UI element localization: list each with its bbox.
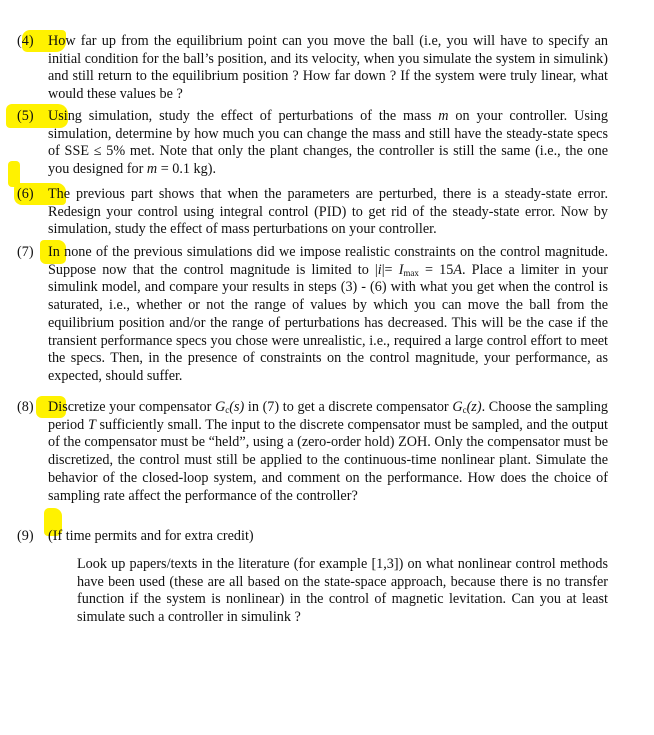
math-arg-s: (s) (229, 399, 245, 415)
item-number: (9) (17, 528, 34, 544)
item-text-part: Discretize your compensator (48, 399, 215, 415)
abs-bar: | (374, 261, 378, 278)
list-item-9 (17, 528, 608, 546)
math-var-m: m (146, 161, 158, 178)
item-text-part: In none of the previous simulations did we impose realistic constraints on the control magnitude. Suppose now that the control magnitude is limited to (48, 244, 608, 278)
closing-paragraph: Look up papers/texts in the literature (for example [1,3]) on what nonlinear control methods have been used (these are all based on the state-space approach, because there is no transfer function if the system is nonlinear) in the control of magnetic levitation. Can you at least simulate such a controller in simulink ? (77, 556, 608, 626)
math-var-m: m (438, 108, 449, 124)
math-var-G: G (214, 399, 226, 415)
subscript-max: max (403, 267, 419, 278)
item-text-part: Using simulation, study the effect of perturbations of the mass (48, 108, 439, 124)
unit-A: A (453, 261, 463, 278)
math-var-T: T (87, 416, 96, 433)
item-number: (7) (17, 244, 34, 260)
current-limit-expression (375, 262, 462, 278)
subscript-c: c (462, 405, 467, 415)
item-text-part: in (7) to get a discrete compensator (244, 399, 453, 415)
math-var-G: G (452, 399, 463, 415)
list-item-7 (17, 244, 609, 386)
list-item-8 (17, 399, 608, 505)
limit-value: = 15 (418, 261, 454, 278)
item-text: The previous part shows that when the parameters are perturbed, there is a steady-state error. Redesign your control using integral control (PID) to get rid of the steady-state error. Now by simulation, study the effect of mass perturbations on your controller. (48, 186, 608, 238)
abs-equals: |= (381, 261, 399, 278)
item-text-part: on your controller. Using simulation, determine by how much you can change the mass and still have the steady-state specs of SSE ≤ 5% met. Note that only the plant changes, the controller is still the same (i.e., the one you designed for (48, 108, 608, 178)
item-number: (5) (17, 108, 34, 124)
mass-value: = 0.1 kg). (157, 161, 216, 178)
subscript-c: c (225, 405, 230, 415)
item-text-part: sufficiently small. The input to the discrete compensator must be sampled, and the output of the compensator must be “held”, using a (zero-order hold) ZOH. Only the compensator must be discretized, the control must still be applied to the continuous-time nonlinear plant. Simulate the behavior of the closed-loop system, and comment on the performance. How does the choice of sampling rate affect the performance of the controller? (48, 416, 608, 504)
list-item-4 (17, 33, 608, 104)
item-number: (6) (17, 186, 34, 202)
item-text: (If time permits and for extra credit) (48, 528, 254, 544)
math-var-I: I (398, 261, 404, 278)
math-arg-z: (z) (466, 399, 482, 415)
list-item-5 (17, 108, 608, 179)
list-item-6 (17, 186, 608, 239)
item-number: (8) (17, 399, 34, 415)
item-text: How far up from the equilibrium point can you move the ball (i.e, you will have to specify an initial condition for the ball’s position, and its velocity, when you simulate the system in simulink) and still return to the equilibrium position ? How far down ? If the system were truly linear, what would these values be ? (48, 33, 608, 103)
math-var-i: i (377, 261, 382, 278)
item-number: (4) (17, 33, 34, 49)
item-text-part: . Choose the sampling period (48, 399, 608, 433)
item-text-part: . Place a limiter in your simulink model, and compare your results in steps (3) - (6) with what you get when the control is saturated, i.e., whether or not the range of values by which you can move the ball from the equilibrium position and/or the range of perturbations has decreased. This will be the case if the transient performance specs you chose were unrealistic, i.e., required a large control effort to meet the specs. Then, in the presence of constraints on the control magnitude, your performance, as expected, should suffer. (48, 261, 609, 384)
